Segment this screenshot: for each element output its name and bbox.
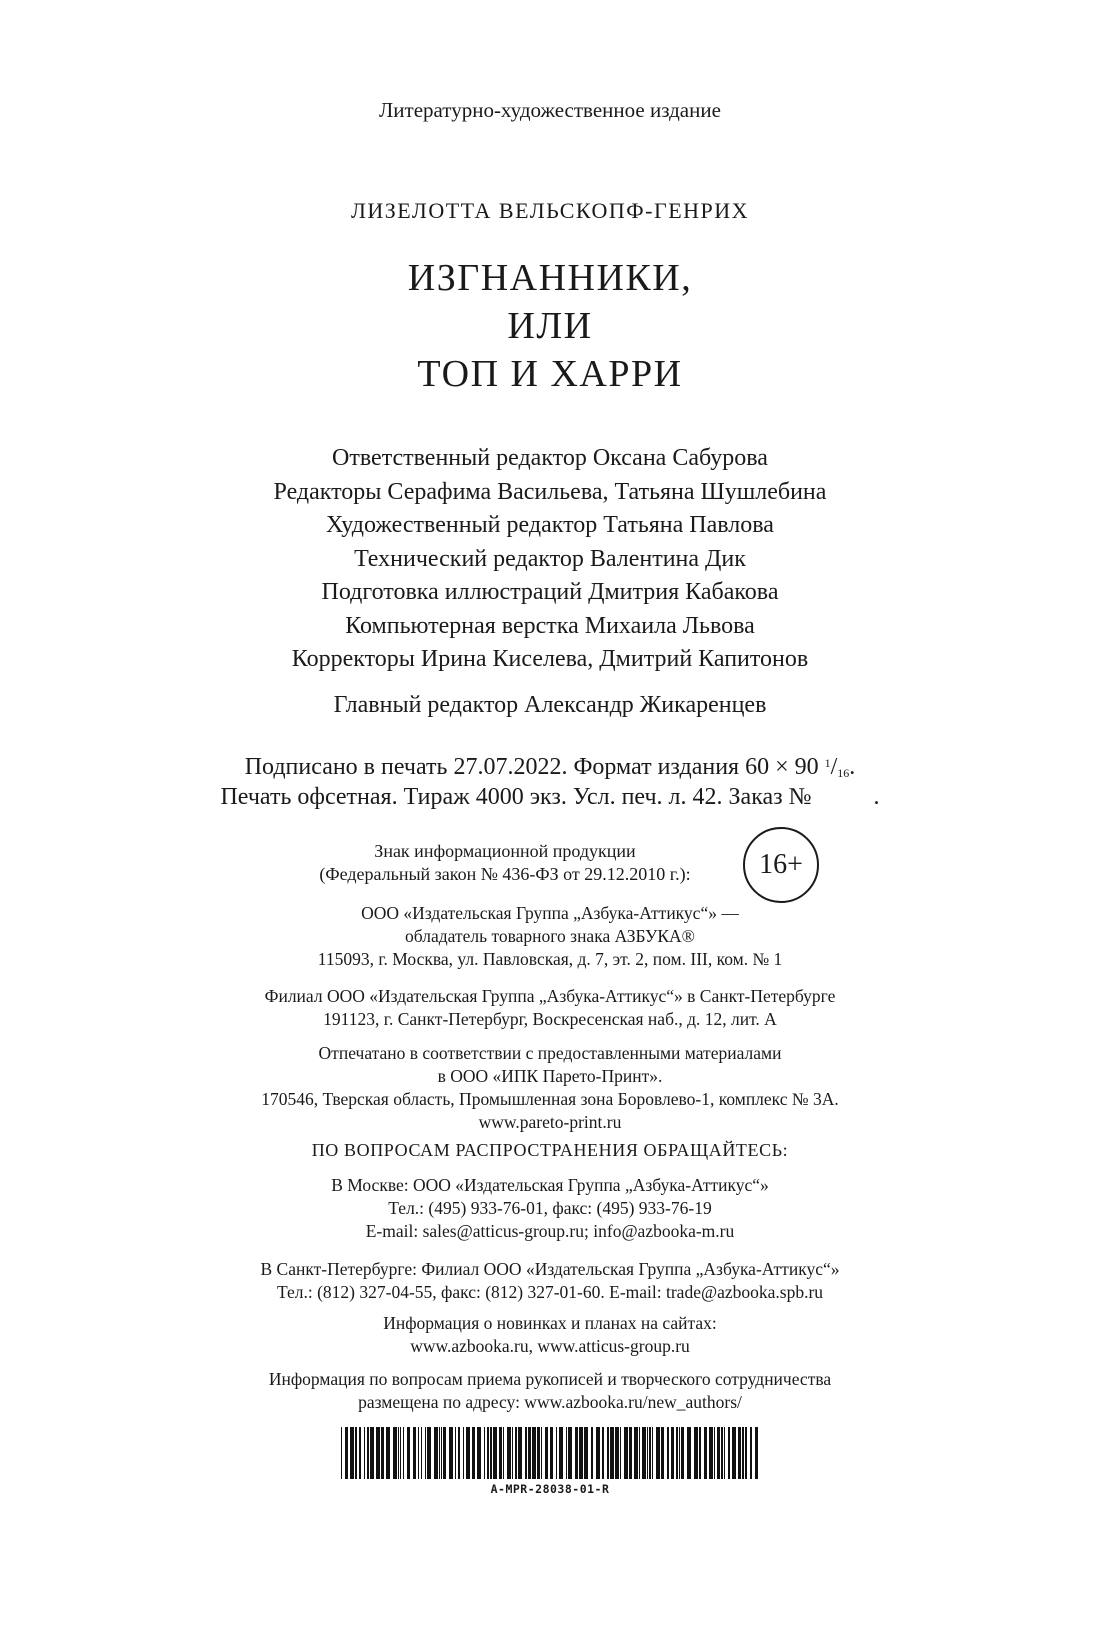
barcode-bar — [750, 1427, 752, 1479]
barcode-bar — [427, 1427, 431, 1479]
barcode-bar — [484, 1427, 485, 1479]
barcode — [341, 1427, 759, 1481]
barcode-bar — [407, 1427, 410, 1479]
barcode-bar — [393, 1427, 397, 1479]
barcode-bar — [639, 1427, 640, 1479]
barcode-bar — [649, 1427, 651, 1479]
barcode-bar — [709, 1427, 713, 1479]
barcode-bar — [413, 1427, 416, 1479]
author-name: ЛИЗЕЛОТТА ВЕЛЬСКОПФ-ГЕНРИХ — [350, 198, 750, 223]
barcode-bar — [556, 1427, 557, 1479]
barcode-bar — [493, 1427, 497, 1479]
manuscripts-line: Информация по вопросам приема рукописей и творческого сотрудничества — [268, 1369, 832, 1389]
barcode-bar — [671, 1427, 674, 1479]
barcode-bar — [455, 1427, 456, 1479]
moscow-line: E-mail: sales@atticus-group.ru; info@azbooka-m.ru — [365, 1221, 735, 1241]
websites-info — [0, 1312, 1100, 1358]
barcode-bar — [607, 1427, 609, 1479]
barcode-bar — [345, 1427, 348, 1479]
barcode-bar — [341, 1427, 342, 1479]
barcode-bar — [721, 1427, 723, 1479]
barcode-bar — [512, 1427, 513, 1479]
barcode-bar — [370, 1427, 374, 1479]
websites-line: www.azbooka.ru, www.atticus-group.ru — [410, 1336, 690, 1356]
barcode-bar — [620, 1427, 621, 1479]
format-fraction-denominator: 16 — [837, 766, 850, 780]
barcode-bar — [661, 1427, 664, 1479]
barcode-bar — [728, 1427, 730, 1479]
age-rating-label — [285, 840, 725, 886]
spb-contacts — [0, 1258, 1100, 1304]
barcode-bars — [341, 1427, 758, 1479]
printer-line: в ООО «ИПК Парето-Принт». — [437, 1066, 663, 1086]
imprint-type: Литературно-художественное издание — [379, 98, 721, 122]
barcode-bar — [647, 1427, 648, 1479]
barcode-bar — [745, 1427, 747, 1479]
barcode-bar — [528, 1427, 531, 1479]
age-rating-label-line: (Федеральный закон № 436-ФЗ от 29.12.2010 г.): — [319, 864, 691, 884]
barcode-bar — [714, 1427, 715, 1479]
barcode-bar — [545, 1427, 548, 1479]
print-info — [0, 752, 1100, 812]
barcode-bar — [541, 1427, 542, 1479]
barcode-bar — [634, 1427, 638, 1479]
manuscripts-line: размещена по адресу: www.azbooka.ru/new_authors/ — [358, 1392, 742, 1412]
distribution-heading: ПО ВОПРОСАМ РАСПРОСТРАНЕНИЯ ОБРАЩАЙТЕСЬ: — [311, 1140, 789, 1160]
barcode-bar — [490, 1427, 492, 1479]
barcode-bar — [418, 1427, 419, 1479]
barcode-bar — [568, 1427, 572, 1479]
publisher-info — [0, 902, 1100, 971]
title-line: ИЗГНАННИКИ, — [407, 257, 693, 299]
barcode-bar — [398, 1427, 399, 1479]
barcode-bar — [579, 1427, 583, 1479]
barcode-bar — [507, 1427, 511, 1479]
barcode-bar — [755, 1427, 758, 1479]
barcode-bar — [681, 1427, 684, 1479]
barcode-bar — [676, 1427, 678, 1479]
barcode-bar — [537, 1427, 540, 1479]
barcode-bar — [477, 1427, 481, 1479]
barcode-bar — [458, 1427, 460, 1479]
barcode-bar — [652, 1427, 653, 1479]
barcode-bar — [381, 1427, 384, 1479]
branch-info — [0, 985, 1100, 1031]
barcode-bar — [386, 1427, 390, 1479]
staff-line: Корректоры Ирина Киселева, Дмитрий Капитонов — [291, 646, 809, 672]
barcode-bar — [717, 1427, 720, 1479]
barcode-bar — [449, 1427, 453, 1479]
barcode-bar — [439, 1427, 440, 1479]
format-fraction-numerator: 1 — [824, 756, 831, 770]
moscow-contacts — [0, 1174, 1100, 1243]
barcode-bar — [400, 1427, 401, 1479]
barcode-bar — [518, 1427, 522, 1479]
barcode-bar — [364, 1427, 365, 1479]
barcode-bar — [629, 1427, 632, 1479]
barcode-bar — [376, 1427, 380, 1479]
moscow-line: В Москве: ООО «Издательская Группа „Азбука-Аттикус“» — [331, 1175, 769, 1195]
barcode-bar — [615, 1427, 619, 1479]
barcode-bar — [359, 1427, 361, 1479]
barcode-bar — [350, 1427, 354, 1479]
printer-line: Отпечатано в соответствии с предоставленными материалами — [318, 1043, 782, 1063]
barcode-bar — [434, 1427, 438, 1479]
print-info-text: Подписано в печать 27.07.2022. Формат издания 60 × 90 — [244, 754, 819, 780]
barcode-bar — [742, 1427, 744, 1479]
barcode-bar — [575, 1427, 578, 1479]
barcode-bar — [699, 1427, 701, 1479]
barcode-bar — [602, 1427, 604, 1479]
barcode-bar — [624, 1427, 628, 1479]
print-info-period: . — [849, 754, 856, 780]
print-info-line1: Подписано в печать 27.07.2022. Формат издания 60 × 90 $^1/_{16}$. — [244, 754, 856, 780]
barcode-bar — [499, 1427, 502, 1479]
barcode-bar — [642, 1427, 646, 1479]
barcode-bar — [738, 1427, 741, 1479]
barcode-bar — [421, 1427, 422, 1479]
barcode-bar — [694, 1427, 698, 1479]
spb-line: В Санкт-Петербурге: Филиал ООО «Издательская Группа „Азбука-Аттикус“» — [260, 1259, 840, 1279]
barcode-bar — [679, 1427, 680, 1479]
branch-line: 191123, г. Санкт-Петербург, Воскресенская наб., д. 12, лит. А — [323, 1009, 777, 1029]
barcode-bar — [463, 1427, 464, 1479]
barcode-bar — [443, 1427, 446, 1479]
barcode-bar — [732, 1427, 736, 1479]
barcode-bar — [566, 1427, 567, 1479]
barcode-bar — [532, 1427, 536, 1479]
printer-line: www.pareto-print.ru — [478, 1112, 622, 1132]
barcode-bar — [367, 1427, 369, 1479]
print-info-text: Печать офсетная. Тираж 4000 экз. Усл. печ. л. 42. Заказ № — [220, 784, 812, 810]
barcode-bar — [515, 1427, 517, 1479]
barcode-bar — [596, 1427, 600, 1479]
staff-line: Подготовка иллюстраций Дмитрия Кабакова — [321, 579, 779, 605]
barcode-bar — [441, 1427, 442, 1479]
barcode-bar — [425, 1427, 426, 1479]
staff-line: Компьютерная верстка Михаила Львова — [345, 612, 755, 639]
staff-line: Технический редактор Валентина Дик — [354, 545, 746, 572]
barcode-bar — [610, 1427, 614, 1479]
chief-editor: Главный редактор Александр Жикаренцев — [333, 692, 767, 718]
barcode-bar — [487, 1427, 489, 1479]
barcode-bar — [687, 1427, 691, 1479]
barcode-bar — [591, 1427, 593, 1479]
barcode-bar — [355, 1427, 357, 1479]
print-info-period: . — [873, 784, 880, 810]
publisher-line: ООО «Издательская Группа „Азбука-Аттикус“» — — [361, 903, 739, 923]
print-info-line2 — [0, 782, 1100, 812]
barcode-bar — [525, 1427, 527, 1479]
printer-line: 170546, Тверская область, Промышленная зона Боровлево-1, комплекс № 3А. — [261, 1089, 839, 1109]
staff-line: Редакторы Серафима Васильева, Татьяна Шушлебина — [273, 478, 827, 505]
barcode-bar — [466, 1427, 470, 1479]
barcode-bar — [667, 1427, 669, 1479]
book-title — [0, 254, 1100, 398]
publisher-line: 115093, г. Москва, ул. Павловская, д. 7, эт. 2, пом. III, ком. № 1 — [317, 949, 783, 969]
barcode-bar — [704, 1427, 707, 1479]
moscow-line: Тел.: (495) 933-76-01, факс: (495) 933-76-19 — [388, 1198, 712, 1218]
staff-line: Художественный редактор Татьяна Павлова — [326, 512, 774, 538]
barcode-bar — [403, 1427, 404, 1479]
barcode-code: A-MPR-28038-01-R — [490, 1482, 610, 1496]
barcode-bar — [472, 1427, 475, 1479]
staff-line: Ответственный редактор Оксана Сабурова — [332, 445, 768, 471]
barcode-bar — [550, 1427, 553, 1479]
branch-line: Филиал ООО «Издательская Группа „Азбука-Аттикус“» в Санкт-Петербурге — [264, 986, 836, 1006]
publisher-line: обладатель товарного знака АЗБУКА® — [405, 926, 695, 946]
barcode-bar — [503, 1427, 504, 1479]
barcode-bar — [559, 1427, 563, 1479]
barcode-bar — [584, 1427, 588, 1479]
age-rating-label-line: Знак информационной продукции — [374, 841, 636, 861]
staff-credits — [0, 442, 1100, 677]
barcode-bar — [656, 1427, 660, 1479]
spb-line: Тел.: (812) 327-04-55, факс: (812) 327-01-60. E-mail: trade@azbooka.spb.ru — [276, 1282, 824, 1302]
title-line: ТОП И ХАРРИ — [417, 353, 683, 395]
barcode-bar — [724, 1427, 725, 1479]
title-line: ИЛИ — [507, 305, 593, 347]
manuscripts-info — [0, 1368, 1100, 1414]
websites-line: Информация о новинках и планах на сайтах: — [383, 1313, 717, 1333]
age-rating-badge: 16+ — [743, 827, 819, 903]
printer-info — [0, 1042, 1100, 1134]
